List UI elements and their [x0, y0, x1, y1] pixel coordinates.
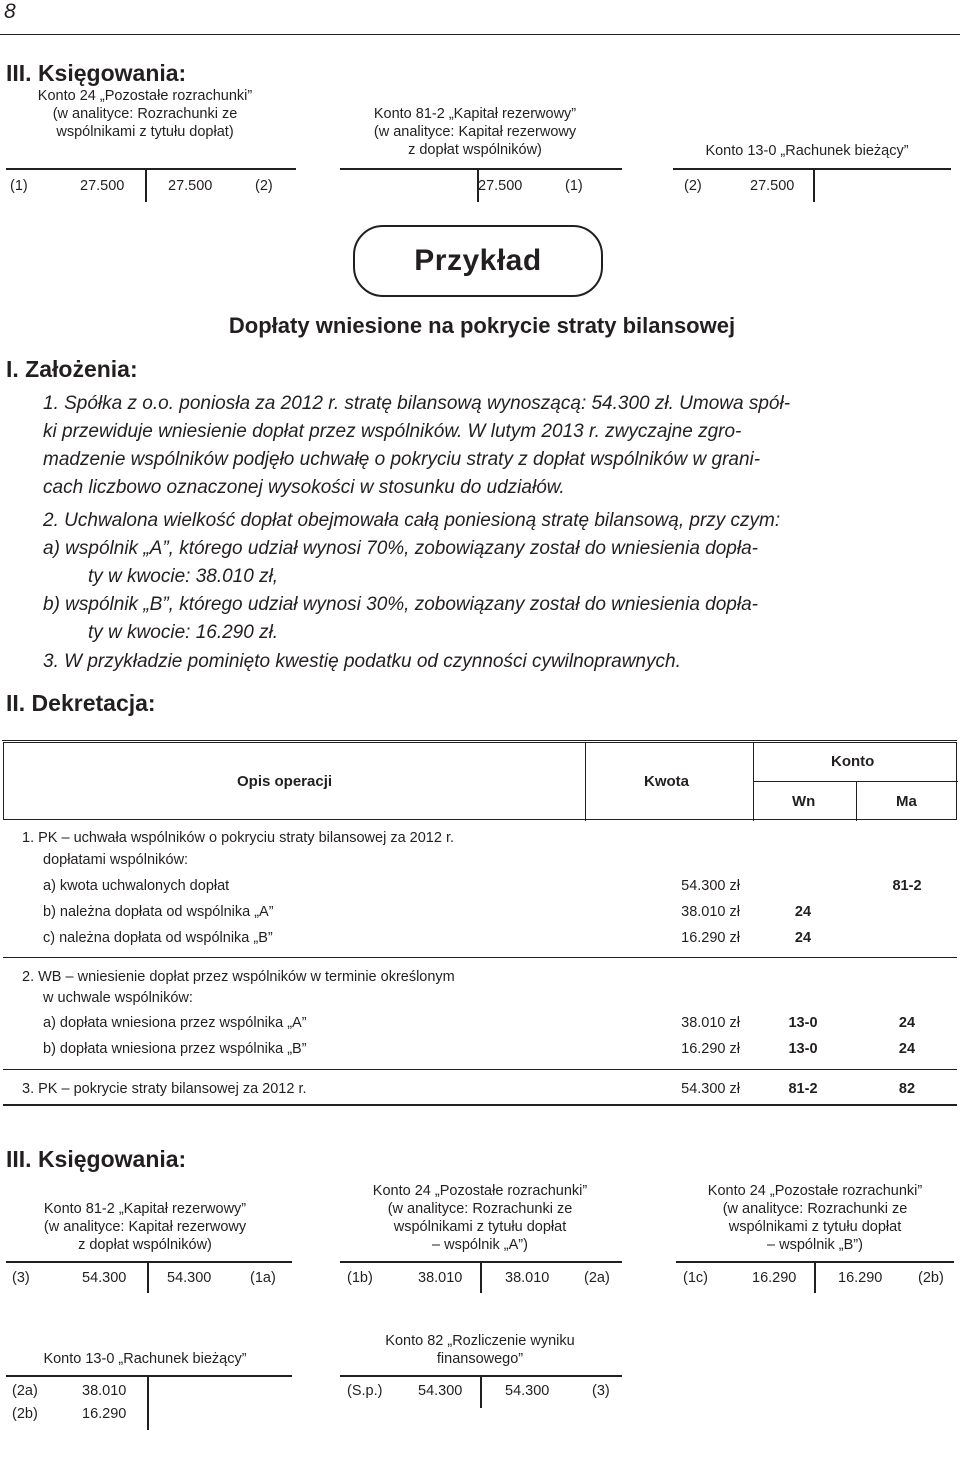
credit-amount: 38.010 — [505, 1270, 550, 1286]
table-row-amount: 38.010 zł — [681, 904, 740, 920]
col-account-header: Konto — [831, 753, 875, 770]
table-row-ma: 24 — [898, 1015, 916, 1031]
t-account-horizontal — [340, 168, 622, 170]
debit-amount: 38.010 — [418, 1270, 463, 1286]
title-line: Konto 81-2 „Kapitał rezerwowy” — [43, 1201, 247, 1217]
title-line: (w analityce: Kapitał rezerwowy — [43, 1219, 247, 1235]
col-desc-header: Opis operacji — [237, 773, 333, 790]
table-row-wn: 24 — [794, 930, 812, 946]
table-row-desc: 1. PK – uchwała wspólników o pokryciu straty bilansowej za 2012 r. — [22, 830, 454, 846]
t-account-vertical — [814, 1261, 816, 1293]
table-row-desc: c) należna dopłata od wspólnika „B” — [43, 930, 273, 946]
top-account-title-24 — [5, 87, 285, 141]
decree-heading: II. Dekretacja: — [6, 690, 156, 716]
title-line: finansowego” — [436, 1351, 524, 1367]
col-ma-header: Ma — [896, 793, 917, 810]
table-row-wn: 13-0 — [788, 1041, 818, 1057]
t-account-vertical — [480, 1261, 482, 1293]
debit-amount: 16.290 — [752, 1270, 797, 1286]
credit-ref: (2) — [255, 178, 273, 194]
credit-ref: (2b) — [918, 1270, 944, 1286]
title-line: Konto 24 „Pozostałe rozrachunki” — [372, 1183, 588, 1199]
debit-ref: (S.p.) — [347, 1383, 383, 1399]
assumption-line: ty w kwocie: 16.290 zł. — [88, 622, 279, 643]
debit-ref: (2b) — [12, 1406, 38, 1422]
example-label: Przykład — [414, 244, 542, 277]
table-row-desc: a) kwota uchwalonych dopłat — [43, 878, 230, 894]
table-row-desc: a) dopłata wniesiona przez wspólnika „A” — [43, 1015, 307, 1031]
table-row-desc: 2. WB – wniesienie dopłat przez wspólników w terminie określonym — [22, 969, 455, 985]
table-row-amount: 54.300 zł — [681, 878, 740, 894]
assumption-line: ty w kwocie: 38.010 zł, — [88, 566, 279, 587]
table-row-desc: 3. PK – pokrycie straty bilansowej za 2012 r. — [22, 1081, 307, 1097]
debit-amount: 54.300 — [82, 1270, 127, 1286]
title-line: wspólnikami z tytułu dopłat — [728, 1219, 902, 1235]
table-bottom-rule — [3, 1104, 957, 1106]
credit-amount: 54.300 — [167, 1270, 212, 1286]
table-row-wn: 13-0 — [788, 1015, 818, 1031]
debit-amount: 38.010 — [82, 1383, 127, 1399]
col-divider — [753, 743, 754, 821]
title-line: z dopłat wspólników) — [78, 1237, 212, 1253]
example-subtitle: Dopłaty wniesione na pokrycie straty bilansowej — [228, 313, 736, 338]
debit-amount: 54.300 — [418, 1383, 463, 1399]
table-row-amount: 54.300 zł — [681, 1081, 740, 1097]
table-row-wn: 24 — [794, 904, 812, 920]
top-posting-heading: III. Księgowania: — [6, 60, 187, 86]
title-line: (w analityce: Rozrachunki ze — [52, 106, 238, 122]
table-row-amount: 16.290 zł — [681, 1041, 740, 1057]
debit-amount: 27.500 — [80, 178, 125, 194]
credit-ref: (2a) — [584, 1270, 610, 1286]
t-account-horizontal — [6, 168, 296, 170]
credit-ref: (1a) — [250, 1270, 276, 1286]
title-line: Konto 82 „Rozliczenie wyniku — [385, 1333, 575, 1349]
title-line: Konto 24 „Pozostałe rozrachunki” — [37, 88, 253, 104]
title-line: – wspólnik „B”) — [767, 1237, 863, 1253]
credit-amount: 27.500 — [168, 178, 213, 194]
example-label-box — [353, 225, 603, 297]
assumption-line: 1. Spółka z o.o. poniosła za 2012 r. stratę bilansową wynoszącą: 54.300 zł. Umowa spół- — [43, 393, 791, 414]
bottom-account-title-24-a — [340, 1182, 620, 1254]
debit-amount: 16.290 — [82, 1406, 127, 1422]
table-row-ma: 81-2 — [892, 878, 922, 894]
credit-amount: 54.300 — [505, 1383, 550, 1399]
table-row-amount: 38.010 zł — [681, 1015, 740, 1031]
credit-amount: 27.500 — [478, 178, 523, 194]
bottom-account-title-82 — [340, 1332, 620, 1368]
debit-ref: (1b) — [347, 1270, 373, 1286]
credit-amount: 16.290 — [838, 1270, 883, 1286]
decree-header-row — [3, 742, 957, 820]
col-amount-header: Kwota — [644, 773, 689, 790]
title-line: Konto 81-2 „Kapitał rezerwowy” — [373, 106, 577, 122]
credit-ref: (3) — [592, 1383, 610, 1399]
t-account-vertical — [480, 1375, 482, 1408]
t-account-vertical — [813, 168, 815, 202]
t-account-horizontal — [6, 1375, 292, 1377]
title-line: Konto 13-0 „Rachunek bieżący” — [43, 1351, 247, 1367]
table-row-desc: dopłatami wspólników: — [43, 852, 189, 868]
debit-amount: 27.500 — [750, 178, 795, 194]
title-line: (w analityce: Rozrachunki ze — [387, 1201, 573, 1217]
assumption-line: 2. Uchwalona wielkość dopłat obejmowała całą poniesioną stratę bilansową, przy czym: — [43, 510, 781, 531]
assumption-line: cach liczbowo oznaczonej wysokości w stosunku do udziałów. — [43, 477, 565, 498]
t-account-vertical — [147, 1261, 149, 1293]
table-row-desc: w uchwale wspólników: — [43, 990, 193, 1006]
col-divider — [585, 743, 586, 821]
credit-ref: (1) — [565, 178, 583, 194]
title-line: (w analityce: Kapitał rezerwowy — [373, 124, 577, 140]
assumption-line: b) wspólnik „B”, którego udział wynosi 30%, zobowiązany został do wniesienia dopła- — [43, 594, 758, 615]
assumption-line: 3. W przykładzie pominięto kwestię podatku od czynności cywilnoprawnych. — [43, 651, 681, 672]
debit-ref: (2) — [684, 178, 702, 194]
t-account-horizontal — [6, 1261, 292, 1263]
assumption-line: a) wspólnik „A”, którego udział wynosi 70%, zobowiązany został do wniesienia dopła- — [43, 538, 758, 559]
group-separator — [3, 1069, 957, 1070]
title-line: Konto 13-0 „Rachunek bieżący” — [705, 143, 909, 159]
debit-ref: (1) — [10, 178, 28, 194]
title-line: Konto 24 „Pozostałe rozrachunki” — [707, 1183, 923, 1199]
page-number: 8 — [4, 0, 16, 23]
table-row-ma: 24 — [898, 1041, 916, 1057]
table-row-ma: 82 — [898, 1081, 916, 1097]
group-separator — [3, 957, 957, 958]
debit-ref: (1c) — [683, 1270, 708, 1286]
debit-ref: (3) — [12, 1270, 30, 1286]
t-account-vertical — [145, 168, 147, 202]
title-line: – wspólnik „A”) — [432, 1237, 528, 1253]
assumptions-heading: I. Założenia: — [6, 356, 138, 382]
table-row-desc: b) dopłata wniesiona przez wspólnika „B” — [43, 1041, 307, 1057]
t-account-horizontal — [673, 168, 951, 170]
debit-ref: (2a) — [12, 1383, 38, 1399]
bottom-account-title-24-b — [675, 1182, 955, 1254]
bottom-account-title-81-2 — [5, 1200, 285, 1254]
col-divider — [856, 781, 857, 821]
title-line: wspólnikami z tytułu dopłat) — [56, 124, 234, 140]
top-account-title-81-2 — [340, 105, 610, 159]
t-account-vertical — [147, 1375, 149, 1430]
assumption-line: madzenie wspólników podjęło uchwałę o pokryciu straty z dopłat wspólników w grani- — [43, 449, 761, 470]
table-row-wn: 81-2 — [788, 1081, 818, 1097]
title-line: z dopłat wspólników) — [408, 142, 542, 158]
table-row-desc: b) należna dopłata od wspólnika „A” — [43, 904, 274, 920]
col-wn-header: Wn — [792, 793, 816, 810]
bottom-posting-heading: III. Księgowania: — [6, 1146, 187, 1172]
bottom-account-title-13-0 — [5, 1350, 285, 1368]
top-account-title-13-0 — [672, 142, 942, 160]
title-line: (w analityce: Rozrachunki ze — [722, 1201, 908, 1217]
page-top-rule — [0, 34, 960, 35]
title-line: wspólnikami z tytułu dopłat — [393, 1219, 567, 1235]
assumption-line: ki przewiduje wniesienie dopłat przez wspólników. W lutym 2013 r. zwyczajne zgro- — [43, 421, 742, 442]
table-row-amount: 16.290 zł — [681, 930, 740, 946]
